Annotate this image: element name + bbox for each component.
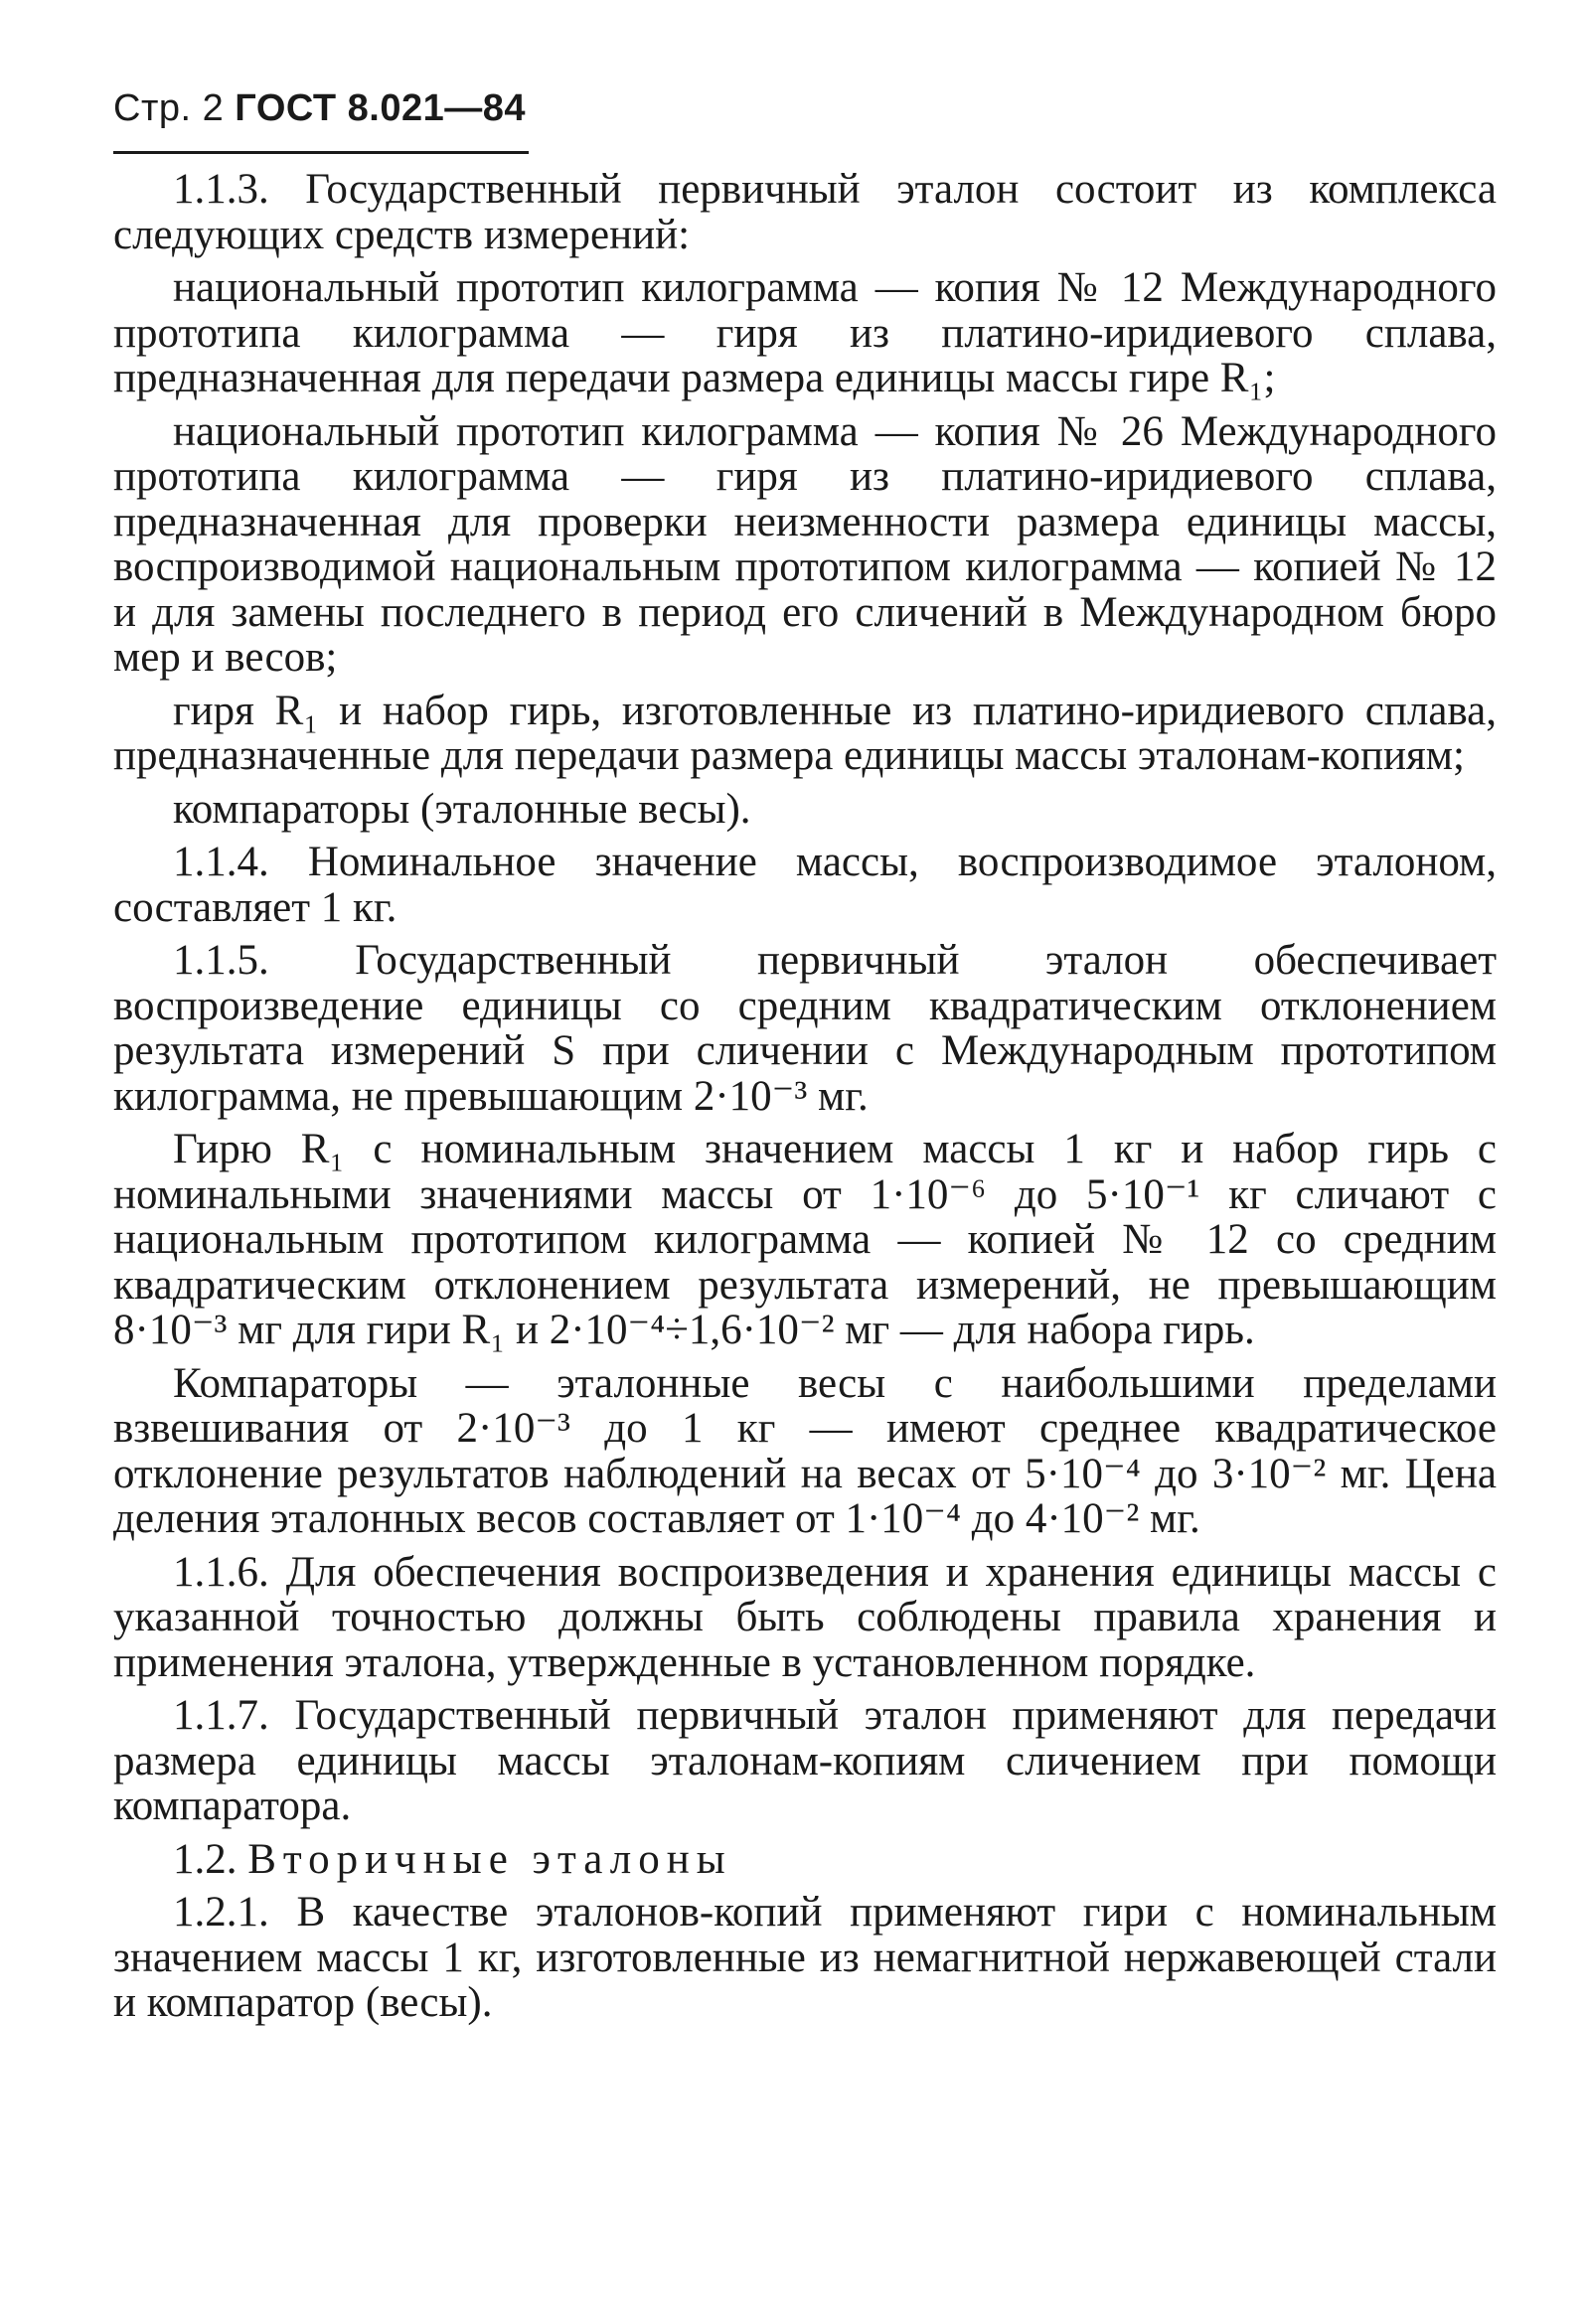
paragraph-1-1-7: 1.1.7. Государственный первичный эталон применяют для передачи размера единицы массы эталонам-копиям сличением при помощи компаратора.: [113, 1692, 1497, 1829]
paragraph-1-1-3: 1.1.3. Государственный первичный эталон состоит из комплекса следующих средств измерений:: [113, 166, 1497, 258]
paragraph-comparator-scales: Компараторы — эталонные весы с наибольшими пределами взвешивания от 2·10⁻³ до 1 кг — имеют среднее квадратическое отклонение результатов наблюдений на весах от 5·10⁻⁴ до 3·10⁻² мг. Цена деления эталонных весов составляет от 1·10⁻⁴ до 4·10⁻² мг.: [113, 1359, 1497, 1542]
header-text: [113, 85, 526, 131]
paragraph-1-1-6: 1.1.6. Для обеспечения воспроизведения и хранения единицы массы с указанной точностью должны быть соблюдены правила хранения и применения эталона, утвержденные в установленном порядке.: [113, 1548, 1497, 1686]
paragraph-comparators: компараторы (эталонные весы).: [173, 785, 751, 833]
section-number: 1.2.: [173, 1835, 238, 1883]
section-title: Вторичные эталоны: [247, 1835, 732, 1883]
section-heading-1-2: [113, 1837, 1497, 1883]
page-header: [113, 85, 1497, 159]
page-number: Стр. 2: [113, 87, 225, 129]
paragraph-1-1-5: 1.1.5. Государственный первичный эталон обеспечивает воспроизведение единицы со средним квадратическим отклонением результата измерений S при сличении с Международным прототипом килограмма, не превышающим 2·10⁻³ мг.: [113, 937, 1497, 1120]
paragraph-1-1-4: 1.1.4. Номинальное значение массы, воспроизводимое эталоном, составляет 1 кг.: [113, 839, 1497, 931]
paragraph-prototype-26: национальный прототип килограмма — копия № 26 Международного прототипа килограмма — гиря из платино-иридиевого сплава, предназначенная для проверки неизменности размера единицы массы, воспроизводимой национальным прототипом килограмма — копией № 12 и для замены последнего в период его сличений в Международном бюро мер и весов;: [113, 407, 1497, 681]
document-page: [113, 85, 1497, 2026]
paragraph-prototype-12: национальный прототип килограмма — копия № 12 Международного прототипа килограмма — гиря из платино-иридиевого сплава, предназначенная для передачи размера единицы массы гире R₁;: [113, 264, 1497, 401]
standard-number: ГОСТ 8.021—84: [235, 87, 527, 129]
header-rule: [113, 151, 529, 154]
paragraph-weight-r1-comparison: Гирю R₁ с номинальным значением массы 1 кг и набор гирь с номинальными значениями массы от 1·10⁻⁶ до 5·10⁻¹ кг сличают с национальным прототипом килограмма — копией № 12 со средним квадратическим отклонением результата измерений, не превышающим 8·10⁻³ мг для гири R₁ и 2·10⁻⁴÷1,6·10⁻² мг — для набора гирь.: [113, 1126, 1497, 1353]
document-body: [113, 167, 1497, 2026]
paragraph-weight-r1: гиря R₁ и набор гирь, изготовленные из платино-иридиевого сплава, предназначенные для передачи размера единицы массы эталонам-копиям;: [113, 687, 1497, 779]
paragraph-1-2-1: 1.2.1. В качестве эталонов-копий применяют гири с номинальным значением массы 1 кг, изготовленные из немагнитной нержавеющей стали и компаратор (весы).: [113, 1889, 1497, 2026]
